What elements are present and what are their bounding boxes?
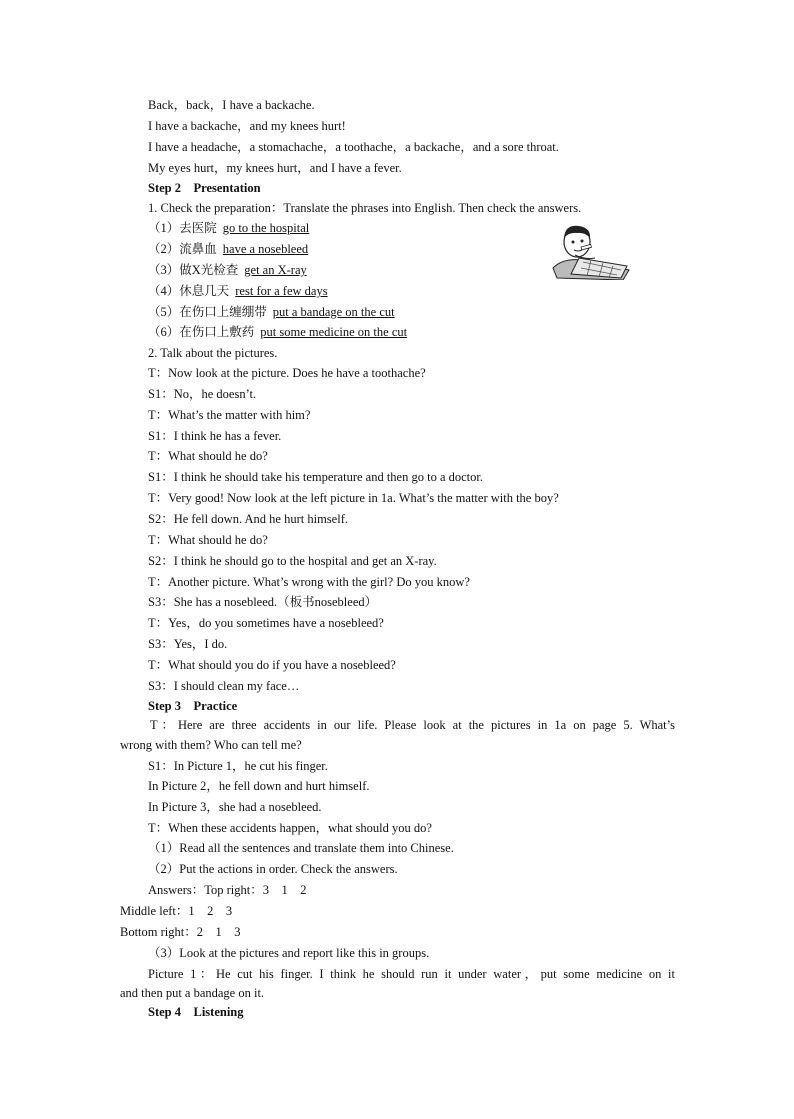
dialogue-line: T：Very good! Now look at the left picture in 1a. What’s the matter with the boy? — [148, 491, 559, 505]
phrase-row — [148, 260, 307, 280]
dialogue-line: T：What should you do if you have a nosebleed? — [148, 658, 396, 672]
phrase-cn: （4）休息几天 — [148, 284, 230, 298]
step3-p1: （1）Read all the sentences and translate them into Chinese. — [148, 841, 454, 855]
step3-s1-line1: S1：In Picture 1，he cut his finger. — [148, 759, 328, 773]
step2-heading: Step 2 Presentation — [148, 181, 261, 195]
phrase-cn: （2）流鼻血 — [148, 242, 217, 256]
answers-line-2: Middle left：1 2 3 — [120, 904, 233, 918]
step3-p2: （2）Put the actions in order. Check the answers. — [148, 862, 398, 876]
phrase-cn: （5）在伤口上缠绷带 — [148, 305, 267, 319]
phrase-cn: （1）去医院 — [148, 221, 217, 235]
step2-task1: 1. Check the preparation：Translate the phrases into English. Then check the answers. — [148, 201, 582, 215]
step3-s1-line2: In Picture 2，he fell down and hurt himself. — [148, 779, 370, 793]
dialogue-line: S3：Yes，I do. — [148, 637, 228, 651]
phrase-en: rest for a few days — [235, 284, 328, 298]
dialogue-line: T：What should he do? — [148, 533, 268, 547]
dialogue-line: T：Yes，do you sometimes have a nosebleed? — [148, 616, 384, 630]
phrase-row — [148, 322, 407, 342]
sick-boy-illustration — [551, 220, 631, 280]
picture1-line2: and then put a bandage on it. — [120, 986, 265, 1000]
dialogue-line: S2：I think he should go to the hospital and get an X-ray. — [148, 554, 437, 568]
intro-line-1: Back，back，I have a backache. — [148, 98, 315, 112]
dialogue-line: S1：I think he should take his temperature and then go to a doctor. — [148, 470, 483, 484]
phrase-en: get an X-ray — [244, 263, 307, 277]
phrase-en: have a nosebleed — [222, 242, 309, 256]
answers-line-3: Bottom right：2 1 3 — [120, 925, 241, 939]
step3-heading: Step 3 Practice — [148, 699, 238, 713]
dialogue-line: T：Now look at the picture. Does he have a toothache? — [148, 366, 426, 380]
intro-line-4: My eyes hurt，my knees hurt，and I have a fever. — [148, 161, 402, 175]
dialogue-line: S2：He fell down. And he hurt himself. — [148, 512, 348, 526]
phrase-row — [148, 239, 308, 259]
step2-task2: 2. Talk about the pictures. — [148, 346, 278, 360]
picture1-line1: Picture 1：He cut his finger. I think he should run it under water，put some medicine on it — [148, 967, 675, 981]
step4-heading: Step 4 Listening — [148, 1005, 244, 1019]
dialogue-line: T：Another picture. What’s wrong with the girl? Do you know? — [148, 575, 470, 589]
dialogue-line: S1：I think he has a fever. — [148, 429, 282, 443]
phrase-row — [148, 281, 328, 301]
step3-t-line2: wrong with them? Who can tell me? — [120, 738, 302, 752]
step3-p3: （3）Look at the pictures and report like this in groups. — [148, 946, 430, 960]
phrase-cn: （6）在伤口上敷药 — [148, 325, 255, 339]
step3-t2: T：When these accidents happen，what should you do? — [148, 821, 432, 835]
answers-line-1: Answers：Top right：3 1 2 — [148, 883, 307, 897]
phrase-cn: （3）做X光检查 — [148, 263, 239, 277]
dialogue-line: T：What’s the matter with him? — [148, 408, 311, 422]
phrase-en: go to the hospital — [222, 221, 310, 235]
step3-s1-line3: In Picture 3，she had a nosebleed. — [148, 800, 322, 814]
intro-line-2: I have a backache，and my knees hurt! — [148, 119, 346, 133]
dialogue-line: S1：No，he doesn’t. — [148, 387, 257, 401]
phrase-en: put some medicine on the cut — [260, 325, 408, 339]
phrase-row — [148, 302, 395, 322]
dialogue-line: S3：I should clean my face… — [148, 679, 300, 693]
intro-line-3: I have a headache，a stomachache，a toothache，a backache，and a sore throat. — [148, 140, 559, 154]
dialogue-line: S3：She has a nosebleed.（板书nosebleed） — [148, 595, 378, 609]
dialogue-line: T：What should he do? — [148, 449, 268, 463]
phrase-en: put a bandage on the cut — [272, 305, 395, 319]
phrase-row — [148, 218, 309, 238]
step3-t-line1: T：Here are three accidents in our life. Please look at the pictures in 1a on page 5. What’s — [150, 718, 675, 732]
